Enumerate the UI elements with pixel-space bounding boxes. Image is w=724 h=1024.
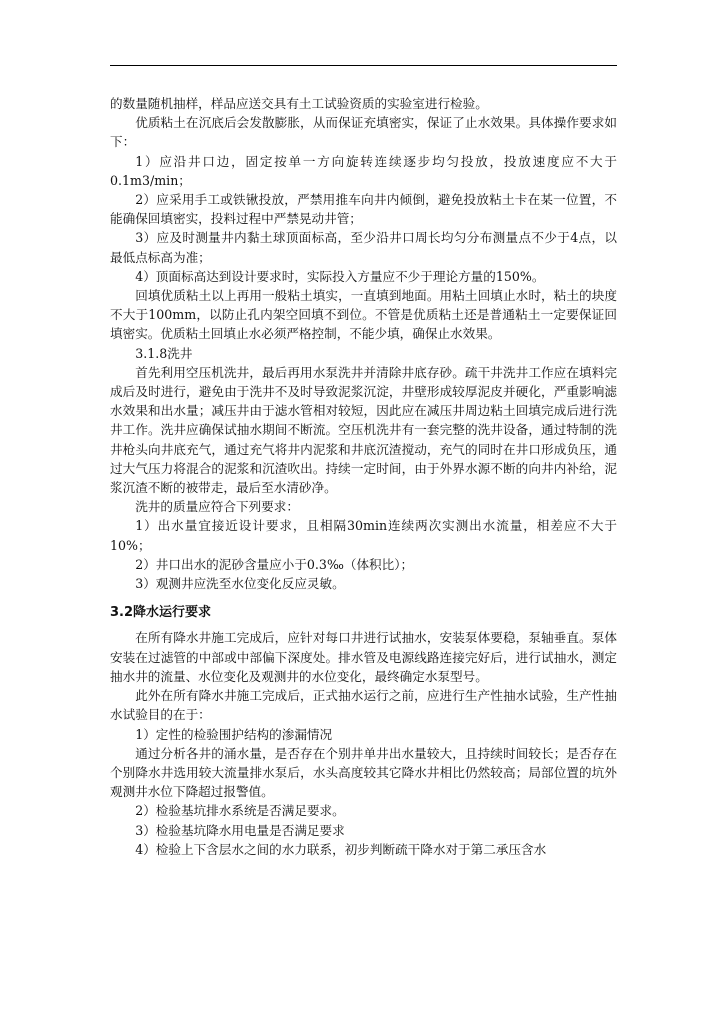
body-paragraph: 3）观测井应洗至水位变化反应灵敏。 <box>135 576 345 592</box>
body-paragraph: 1）出水量宜接近设计要求，且相隔30min连续两次实测出水流量，相差应不大于10%； <box>110 518 617 553</box>
body-paragraph: 首先利用空压机洗井，最后再用水泵洗井并清除井底存砂。疏干井洗井工作应在填料完成后及时进行，避免由于洗井不及时导致泥浆沉淀，井壁形成较厚泥皮并硬化，严重影响滤水效果和出水量；减压井由于滤水管相对较短，因此应在减压井周边粘土回填完成后进行洗井工作。洗井应确保试抽水期间不断流。空压机洗井有一套完整的洗井设备，通过特制的洗井枪头向井底充气，通过充气将井内泥浆和井底沉渣搅动，充气的同时在井口形成负压，通过大气压力将混合的泥浆和沉渣吹出。持续一定时间，由于外界水源不断的向井内补给，泥浆沉渣不断的被带走，最后至水清砂净。 <box>110 364 617 496</box>
body-paragraph: 1）应沿井口边，固定按单一方向旋转连续逐步均匀投放，投放速度应不大于0.1m3/min； <box>110 153 617 188</box>
body-paragraph: 1）定性的检验围护结构的渗漏情况 <box>135 726 333 742</box>
body-paragraph: 2）检验基坑排水系统是否满足要求。 <box>135 803 345 819</box>
header-rule <box>110 65 617 66</box>
body-paragraph: 回填优质粘土以上再用一般粘土填实，一直填到地面。用粘土回填止水时，粘土的块度不大于100mm，以防止孔内架空回填不到位。不管是优质粘土还是普通粘土一定要保证回填密实。优质粘土回填止水必须严格控制，不能少填，确保止水效果。 <box>110 288 617 342</box>
body-paragraph: 2）井口出水的泥砂含量应小于0.3‰（体积比）； <box>135 556 414 572</box>
body-paragraph: 此外在所有降水井施工完成后，正式抽水运行之前，应进行生产性抽水试验，生产性抽水试验目的在于： <box>110 688 617 723</box>
body-paragraph: 4）顶面标高达到设计要求时，实际投入方量应不少于理论方量的150%。 <box>135 268 545 284</box>
body-paragraph: 洗井的质量应符合下列要求： <box>135 499 299 515</box>
body-paragraph: 3）检验基坑降水用电量是否满足要求 <box>135 822 345 838</box>
body-paragraph: 2）应采用手工或铁锹投放，严禁用推车向井内倾倒，避免投放粘土卡在某一位置，不能确保回填密实，投料过程中严禁晃动井管； <box>110 192 617 227</box>
section-heading: 3.2降水运行要求 <box>110 605 212 621</box>
body-paragraph: 3.1.8洗井 <box>135 345 193 361</box>
body-paragraph: 4）检验上下含层水之间的水力联系，初步判断疏干降水对于第二承压含水 <box>135 841 547 857</box>
body-paragraph: 的数量随机抽样，样品应送交具有土工试验资质的实验室进行检验。 <box>110 96 488 111</box>
body-paragraph: 在所有降水井施工完成后，应针对每口井进行试抽水，安装泵体要稳，泵轴垂直。泵体安装在过滤管的中部或中部偏下深度处。排水管及电源线路连接完好后，进行试抽水，测定抽水井的流量、水位变化及观测井的水位变化，最终确定水泵型号。 <box>110 630 617 684</box>
body-paragraph: 3）应及时测量井内黏土球顶面标高，至少沿井口周长均匀分布测量点不少于4点，以最低点标高为准； <box>110 230 617 265</box>
body-paragraph: 优质粘土在沉底后会发散膨胀，从而保证充填密实，保证了止水效果。具体操作要求如下： <box>110 115 617 150</box>
body-paragraph: 通过分析各井的涌水量，是否存在个别井单井出水量较大，且持续时间较长；是否存在个别降水井选用较大流量排水泵后，水头高度较其它降水井相比仍然较高；局部位置的坑外观测井水位下降超过报警值。 <box>110 745 617 800</box>
document-body <box>110 94 617 859</box>
